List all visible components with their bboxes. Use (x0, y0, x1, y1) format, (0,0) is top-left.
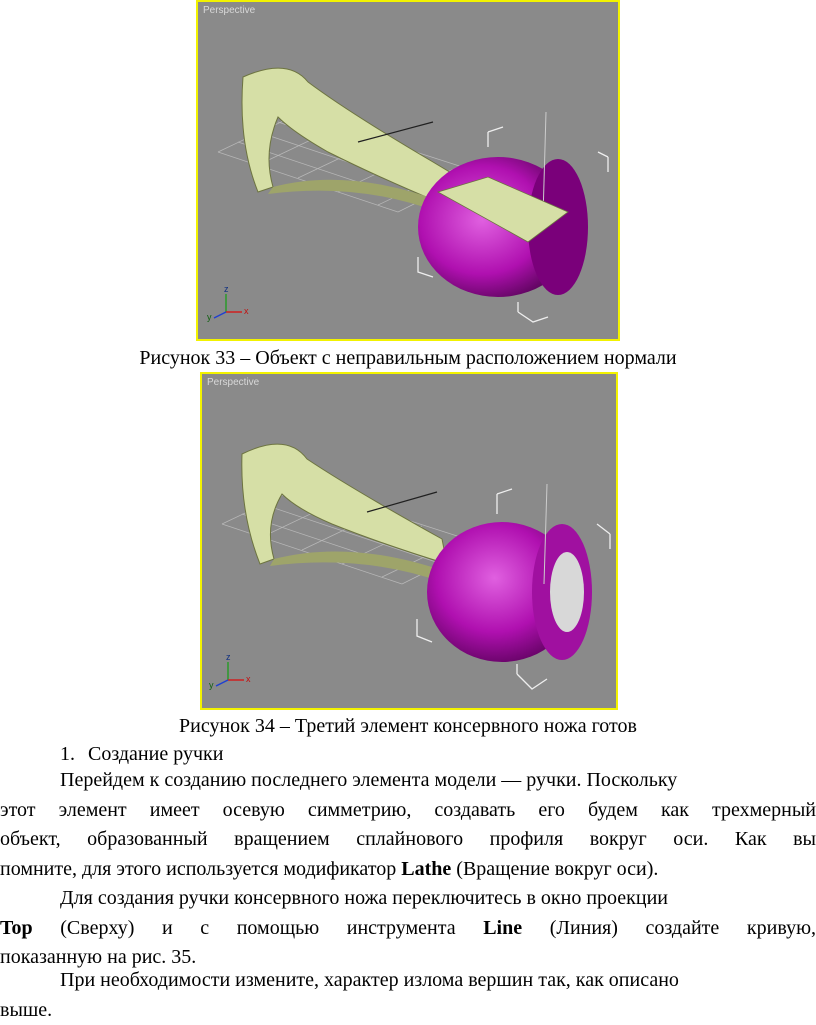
paragraph-line: Для создания ручки консервного ножа переключитесь в окно проекции (0, 884, 816, 914)
axis-y-label: y (207, 312, 212, 322)
section-number: 1. (60, 743, 75, 765)
axis-tripod (207, 284, 249, 322)
viewport-figure-34 (200, 372, 618, 710)
paragraph-line: этот элемент имеет осевую симметрию, создавать его будем как трехмерный (0, 796, 816, 826)
paragraph-line: выше. (0, 996, 816, 1025)
paragraph-1 (0, 766, 816, 884)
section-title: Создание ручки (88, 743, 223, 765)
figure-33-caption: Рисунок 33 – Объект с неправильным расположением нормали (0, 346, 816, 370)
paragraph-line: При необходимости измените, характер излома вершин так, как описано (0, 966, 816, 996)
term-top: Top (0, 917, 33, 939)
axis-tripod (209, 652, 251, 690)
figure-34-caption: Рисунок 34 – Третий элемент консервного ножа готов (0, 714, 816, 738)
axis-z-label: z (226, 652, 231, 662)
paragraph-line: объект, образованный вращением сплайнового профиля вокруг оси. Как вы (0, 825, 816, 855)
paragraph-line: показанную на рис. 35. (0, 943, 816, 973)
blade-shape (242, 444, 447, 564)
axis-x-label: x (244, 306, 249, 316)
paragraph-line: помните, для этого используется модификатор Lathe (Вращение вокруг оси). (0, 855, 816, 885)
paragraph-line: Top (Сверху) и с помощью инструмента Line (Линия) создайте кривую, (0, 914, 816, 944)
axis-y-label: y (209, 680, 214, 690)
viewport-label: Perspective (203, 5, 255, 16)
paragraph-2 (0, 884, 816, 973)
model-render-34 (202, 374, 616, 708)
paragraph-line: Перейдем к созданию последнего элемента модели — ручки. Поскольку (0, 766, 816, 796)
term-lathe: Lathe (401, 858, 451, 880)
viewport-figure-33 (196, 0, 620, 341)
paragraph-3 (0, 966, 816, 1025)
axis-z-label: z (224, 284, 229, 294)
viewport-label: Perspective (207, 377, 259, 388)
handle-end-hole (550, 552, 584, 632)
model-render-33 (198, 2, 618, 339)
axis-x-label: x (246, 674, 251, 684)
section-heading (60, 741, 223, 767)
term-line: Line (483, 917, 522, 939)
